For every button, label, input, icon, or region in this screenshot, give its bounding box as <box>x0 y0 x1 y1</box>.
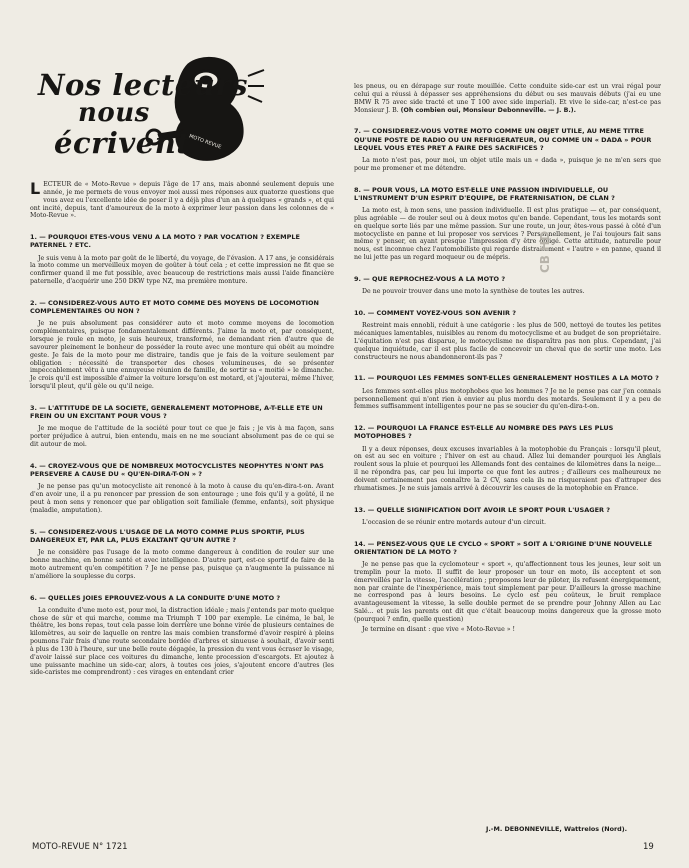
question: 3. — L'ATTITUDE DE LA SOCIETE, GENERALEMENT MOTOPHOBE, A-T-ELLE ETE UN FREIN OU UN EXCITANT POUR VOUS ? <box>30 404 323 421</box>
answer: Je ne puis absolument pas considérer auto et moto comme moyens de locomotion complémentaires, puisque fondamentalement différents. J'aime la moto et, par conséquent, lorsque je roule en moto, je suis heureux, transformé, ne demandant rien d'autre que de savourer pleinement le bonheur de posséder la route avec une monture qui obéit au moindre geste. Je fais de la moto pour me distraire, tandis que je fais de la voiture seulement par obligation : nécessité de transporter des choses volumineuses, de se présenter impeccablement vêtu à une ennuyeuse réunion de famille, de sortir sa « moitié » le dimanche. Je crois qu'il est impossible d'aimer la voiture lorsqu'on est motard, et j'ajouterai, même l'hiver, lorsqu'il pleut, qu'il gèle ou qu'il neige. <box>30 320 334 391</box>
continued-paragraph <box>354 83 661 114</box>
drop-cap: L <box>30 179 41 198</box>
qa-item <box>30 528 334 581</box>
answer: Je me moque de l'attitude de la société pour tout ce que je fais ; je vis à ma façon, sans porter préjudice à autrui, bien entendu, mais en ne me souciant absolument pas de ce qui se dit autour de moi. <box>30 425 334 449</box>
qa-item <box>354 540 661 624</box>
answer: Je ne considère pas l'usage de la moto comme dangereux à condition de rouler sur une bonne machine, en bonne santé et avec intelligence. D'autre part, est-ce sportif de faire de la moto autrement qu'en compétition ? Je ne pense pas, puisque ça n'augmente la puissance ni n'améliore la souplesse du corps. <box>30 549 334 580</box>
qa-item <box>354 309 661 361</box>
question: 10. — COMMENT VOYEZ-VOUS SON AVENIR ? <box>354 309 517 318</box>
answer: De ne pouvoir trouver dans une moto la synthèse de toutes les autres. <box>362 288 585 296</box>
answer: Il y a deux réponses, deux excuses invariables à la motophobie du Français : lorsqu'il pleut, on est au sec en voiture ; l'hiver on est au chaud. Allez lui demander pourquoi les Anglais roulent sous la pluie et pourquoi les Allemands font des centaines de kilomètres dans la neige... il ne répondra pas, car peu lui importe ce que font les autres ; d'ailleurs ces malheureux ne doivent certainement pas connaître la 2 CV, sans cela ils ne risqueraient pas d'attraper des rhumatismes. Je ne suis jamais arrivé à découvrir les causes de la motophobie en France. <box>354 445 661 492</box>
footer-page-number: 19 <box>643 842 654 852</box>
left-column <box>30 181 334 677</box>
title-line-1: Nos lecteurs <box>38 68 248 102</box>
intro-text: ECTEUR de « Moto-Revue » depuis l'âge de 17 ans, mais abonné seulement depuis une année, je me permets de vous envoyer moi aussi mes réponses aux quatorze questions que vous avez eu l'excellente idée de poser il y a déjà plus d'un an à quelques « grands », et qui ont incité, depuis, tant d'amoureux de la moto à exprimer leur passion dans les colonnes de « Moto-Revue ». <box>30 181 334 220</box>
qa-item <box>30 462 334 515</box>
title-line-2: nous <box>78 98 150 128</box>
qa-item <box>354 275 661 296</box>
watermark: CB HD <box>538 230 552 273</box>
closing-line: Je termine en disant : que vive « Moto-Revue » ! <box>362 625 516 633</box>
answer: Les femmes sont-elles plus motophobes que les hommes ? Je ne le pense pas car j'en connais personnellement qui n'ont rien à envier au plus mordu des motards. Seulement il y a peu de femmes suffisamment intelligentes pour ne pas se soucier du qu'en-dira-t-on. <box>354 387 661 411</box>
footer-magazine: MOTO-REVUE N° 1721 <box>32 842 128 852</box>
qa-item <box>30 233 334 286</box>
answer: L'occasion de se réunir entre motards autour d'un circuit. <box>362 518 546 526</box>
question: 8. — POUR VOUS, LA MOTO EST-ELLE UNE PASSION INDIVIDUELLE, OU L'INSTRUMENT D'UN ESPRIT D'EQUIPE, DE FRATERNISATION, DE CLAN ? <box>354 185 615 202</box>
question: 4. — CROYEZ-VOUS QUE DE NOMBREUX MOTOCYCLISTES NEOPHYTES N'ONT PAS PERSEVERE A CAUSE DU « QU'EN-DIRA-T-ON » ? <box>30 461 324 479</box>
answer: Je ne pense pas que la cyclomoteur « sport », qu'affectionnent tous les jeunes, leur soit un tremplin pour la moto. Il suffit de leur proposer un tour en moto, ils acceptent et son émerveillés par la vitesse, l'accélération ; proposons leur de piloter, ils refusent énergiquement, non par crainte de l'inexpérience, mais tout simplement par peur. D'ailleurs la grosse machine ne correspond pas à leurs besoins. Le cyclo est peu coûteux, le bruit remplace avantageusement la vitesse, la selle double permet de se prendre pour Johnny Allen au Lac Salé... et puis les parents ont dit que c'était beaucoup moins dangereux que la grosse moto (pourquoi ? enfin, quelle question) <box>354 561 661 624</box>
continued-text: les pneus, ou en dérapage sur route mouillée. Cette conduite side-car est un vrai régal pour celui qui a réussi à dépasser ses appréhensions du début ou ses mauvais débuts (j'ai eu une BMW R 75 avec side tracté et une T 100 avec side imperial). Et vive le side-car, n'est-ce pas Monsieur J. B. <box>354 83 661 114</box>
answer: La conduite d'une moto est, pour moi, la distraction idéale ; mais j'entends par moto quelque chose de sûr et qui marche, comme ma Triumph T 100 par exemple. Le cinéma, le bal, le théâtre, les bons repas, tout cela passe loin derrière une bonne virée de plusieurs centaines de kilomètres, au soir de laquelle on rentre las mais combien transformé d'avoir respiré à pleins poumons l'air frais d'une route secondaire bordée d'arbres et sinueuse à souhait, d'avoir senti à plus de 130 à l'heure, sur une belle route dégagée, la pression du vent vous écraser le visage, d'avoir laissé sur place ces voitures du dimanche, lente procession d'escargots. Et ajoutez à une puissante machine un side-car, alors, à toutes ces joies, s'ajoutent encore d'autres (les side-caristes me comprendront) : ces virages en entendant crier <box>30 606 334 677</box>
title-artwork <box>38 48 266 170</box>
qa-item <box>354 374 661 411</box>
qa-item <box>354 424 661 492</box>
moto-revue-mark: MOTO REVUE <box>188 133 222 151</box>
qa-item <box>30 404 334 449</box>
answer: La moto est, à mon sens, une passion individuelle. Il est plus pratique — et, par conséquent, plus agréable — de rouler seul ou à deux motos qu'en bande. Cependant, tous les motards sont en quelque sorte liés par une même passion. Sur une route, un jour, êtes-vous passé à côté d'un motocycliste en panne et lui proposer vos services ? Personnellement, je l'ai toujours fait sans même y penser, en ayant presque l'impression d'y être obligé. Cette attitude, naturelle pour nous, est inconnue chez l'automobiliste qui regarde distraitement « l'autre » en panne, quand il ne lui jette pas un regard moqueur ou de mépris. <box>354 207 661 262</box>
question: 5. — CONSIDEREZ-VOUS L'USAGE DE LA MOTO COMME PLUS SPORTIF, PLUS DANGEREUX ET, PAR LA, PLUS EXALTANT QU'UN AUTRE ? <box>30 527 305 544</box>
qa-item <box>30 299 334 391</box>
question: 14. — PENSEZ-VOUS QUE LE CYCLO « SPORT » SOIT A L'ORIGINE D'UNE NOUVELLE ORIENTATION DE LA MOTO ? <box>354 539 653 556</box>
right-column <box>354 83 661 634</box>
question: 9. — QUE REPROCHEZ-VOUS A LA MOTO ? <box>354 274 506 283</box>
question: 2. — CONSIDEREZ-VOUS AUTO ET MOTO COMME DES MOYENS DE LOCOMOTION COMPLEMENTAIRES OU NON ? <box>30 299 319 316</box>
answer: La moto n'est pas, pour moi, un objet utile mais un « dada », puisque je ne m'en sers que pour me promener et me détendre. <box>354 156 661 172</box>
answer: Je suis venu à la moto par goût de le liberté, du voyage, de l'évasion. A 17 ans, je considérais la moto comme un merveilleux moyen de goûter à tout cela ; et cette impression ne fit que se confirmer quand il me fut possible, avec beaucoup de restrictions mais aussi l'aide financière paternelle, d'acquérir une 250 DKW type NZ, ma première monture. <box>30 254 334 286</box>
qa-item <box>354 506 661 527</box>
question: 6. — QUELLES JOIES EPROUVEZ-VOUS A LA CONDUITE D'UNE MOTO ? <box>30 593 281 602</box>
qa-item <box>354 127 661 172</box>
qa-item <box>30 594 334 678</box>
question: 11. — POURQUOI LES FEMMES SONT-ELLES GENERALEMENT HOSTILES A LA MOTO ? <box>354 374 659 383</box>
question: 7. — CONSIDEREZ-VOUS VOTRE MOTO COMME UN OBJET UTILE, AU MEME TITRE QU'UNE POSTE DE RADIO OU UN REFRIGERATEUR, OU COMME UN « DADA » POUR LEQUEL VOUS ETES PRET A FAIRE DES SACRIFICES ? <box>354 127 652 152</box>
question: 13. — QUELLE SIGNIFICATION DOIT AVOIR LE SPORT POUR L'USAGER ? <box>354 505 611 514</box>
question: 12. — POURQUOI LA FRANCE EST-ELLE AU NOMBRE DES PAYS LES PLUS MOTOPHOBES ? <box>354 424 614 441</box>
question: 1. — POURQUOI ETES-VOUS VENU A LA MOTO ? PAR VOCATION ? EXEMPLE PATERNEL ? ETC. <box>30 233 300 250</box>
signature: J.-M. DEBONNEVILLE, Wattrelos (Nord). <box>486 825 628 833</box>
answer: Je ne pense pas qu'un motocycliste ait renoncé à la moto à cause du qu'en-dira-t-on. Avant d'en avoir une, il a pu renoncer par pression de son entourage ; une fois qu'il y a goûté, il ne peut à mon sens y renoncer que par obligation soit familiale (femme, enfants), soit physique (maladie, amputation). <box>30 483 334 514</box>
editor-reply: (Oh combien oui, Monsieur Debonneville. — J. B.). <box>400 106 576 114</box>
intro-paragraph <box>30 181 334 220</box>
answer: Restreint mais ennobli, réduit à une catégorie : les plus de 500, nettoyé de toutes les petites mécaniques lamentables, nuisibles au renom du motocyclisme et au budget de son propriétaire. L'équitation n'est pas disparue, le motocyclisme ne disparaîtra pas non plus. Cependant, j'ai quelque inquiétude, car il est plus facile de concevoir un cheval que de sortir une moto. Les constructeurs ne nous abandonneront-ils pas ? <box>354 322 661 361</box>
title-line-3: écrivent <box>54 126 191 160</box>
qa-item <box>354 186 661 262</box>
